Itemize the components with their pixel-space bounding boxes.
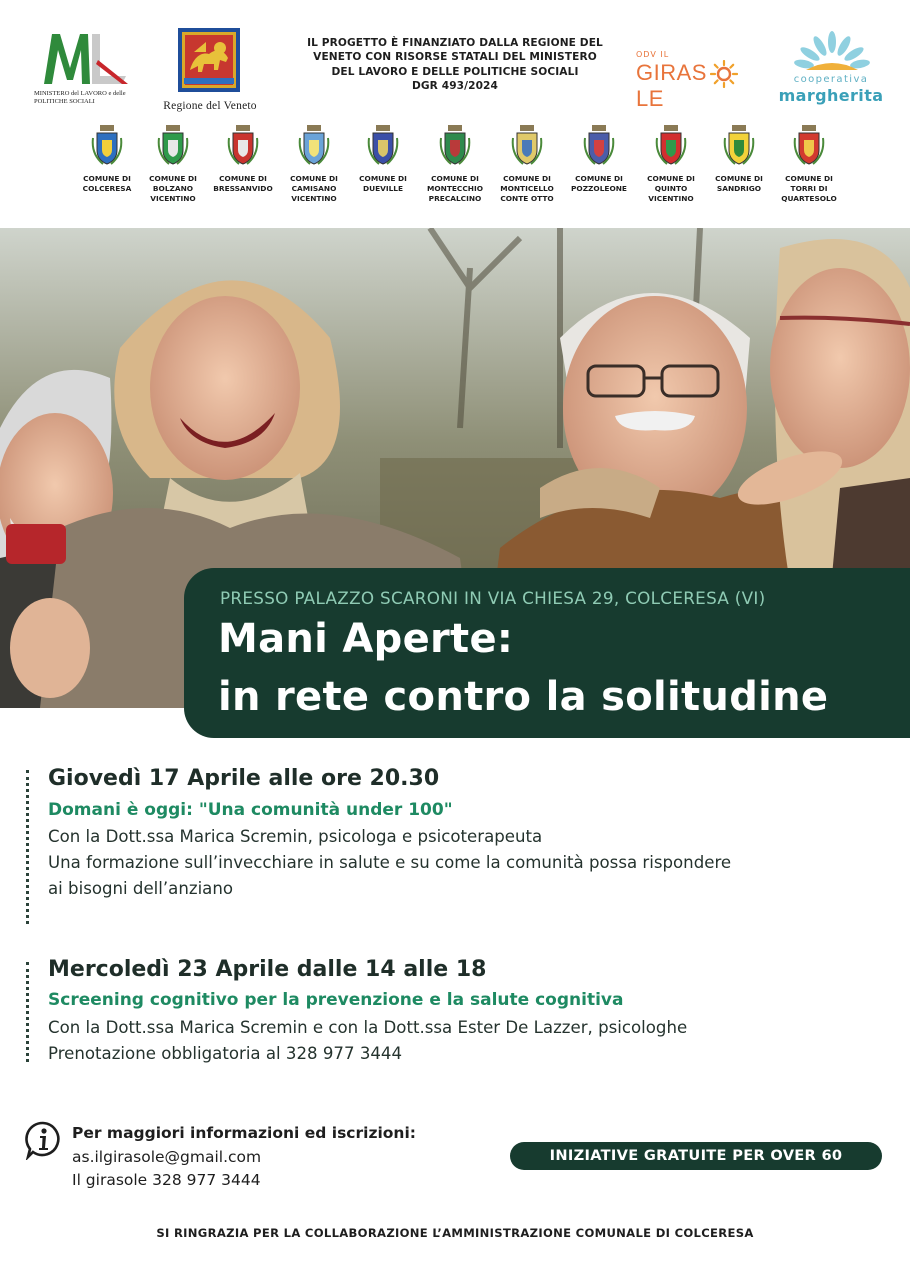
sun-icon <box>710 60 738 88</box>
comune-name-line: CAMISANO <box>291 184 337 193</box>
event-1-description-line: Con la Dott.ssa Marica Scremin, psicologa e psicoterapeuta <box>48 827 543 846</box>
comune-name-line: COMUNE DI <box>575 174 623 183</box>
girasole-logo-big-end: LE <box>636 86 664 111</box>
event-2-description-line: Prenotazione obbligatoria al 328 977 3444 <box>48 1044 403 1063</box>
page-title-line1: Mani Aperte: <box>218 616 514 662</box>
margherita-logo <box>778 30 886 110</box>
girasole-logo-big <box>636 60 758 112</box>
girasole-logo <box>632 46 758 111</box>
coat-of-arms-icon <box>298 124 330 168</box>
comune-name-line: MONTICELLO <box>500 184 554 193</box>
comune-name-line: COMUNE DI <box>290 174 338 183</box>
event-1-description-line: ai bisogni dell’anziano <box>48 879 234 898</box>
daisy-flower-icon <box>792 30 872 74</box>
comune-name <box>72 174 142 194</box>
event-2-description-line: Con la Dott.ssa Marica Scremin e con la Dott.ssa Ester De Lazzer, psicologhe <box>48 1018 688 1037</box>
event-divider <box>26 770 30 924</box>
info-icon <box>24 1120 62 1160</box>
margherita-logo-big: margherita <box>778 86 884 105</box>
comune-name-line: QUARTESOLO <box>781 194 837 203</box>
comune-name-line: COMUNE DI <box>647 174 695 183</box>
regione-veneto-text: Regione del Veneto <box>163 100 257 112</box>
comune-name <box>279 174 349 204</box>
event-1-title: Domani è oggi: "Una comunità under 100" <box>48 800 453 820</box>
comune-name-line: VICENTINO <box>648 194 694 203</box>
event-2-date: Mercoledì 23 Aprile dalle 14 alle 18 <box>48 957 487 982</box>
ministry-ml-mark-icon <box>38 30 130 88</box>
coat-of-arms-icon <box>91 124 123 168</box>
comune-item <box>208 124 278 194</box>
event-location: PRESSO PALAZZO SCARONI IN VIA CHIESA 29, COLCERESA (VI) <box>220 588 766 608</box>
comune-name <box>348 174 418 194</box>
contact-phone[interactable]: Il girasole 328 977 3444 <box>72 1171 261 1189</box>
funding-dgr: DGR 493/2024 <box>411 79 498 92</box>
comune-item <box>492 124 562 204</box>
comune-name <box>420 174 490 204</box>
comune-name-line: COMUNE DI <box>219 174 267 183</box>
coat-of-arms-icon <box>157 124 189 168</box>
comune-item <box>636 124 706 204</box>
regione-veneto-logo <box>148 26 272 116</box>
event-2-title: Screening cognitivo per la prevenzione e la salute cognitiva <box>48 990 624 1010</box>
comune-name-line: SANDRIGO <box>716 184 762 193</box>
contact-email[interactable]: as.ilgirasole@gmail.com <box>72 1148 262 1166</box>
comune-name-line: DUEVILLE <box>362 184 404 193</box>
comune-name-line: TORRI DI <box>790 184 828 193</box>
ministry-logo-text: MINISTERO del LAVORO e delle POLITICHE SOCIALI <box>34 90 126 105</box>
event-1-date: Giovedì 17 Aprile alle ore 20.30 <box>48 766 440 791</box>
comune-name-line: VICENTINO <box>150 194 196 203</box>
info-title: Per maggiori informazioni ed iscrizioni: <box>72 1124 416 1142</box>
coat-of-arms-icon <box>227 124 259 168</box>
comune-name-line: COLCERESA <box>82 184 132 193</box>
lion-of-saint-mark-icon <box>176 26 242 94</box>
girasole-logo-big-start: GIRAS <box>636 60 707 85</box>
comune-name <box>564 174 634 194</box>
comune-item <box>279 124 349 204</box>
event-1-description-line: Una formazione sull’invecchiare in salute e su come la comunità possa rispondere <box>48 853 732 872</box>
comune-name-line: COMUNE DI <box>715 174 763 183</box>
ministry-logo <box>34 30 134 110</box>
coat-of-arms-icon <box>439 124 471 168</box>
comune-name-line: PRECALCINO <box>428 194 482 203</box>
girasole-logo-small: ODV IL <box>636 50 670 59</box>
comune-name-line: POZZOLEONE <box>571 184 627 193</box>
comune-name <box>138 174 208 204</box>
page-title-line2: in rete contro la solitudine <box>218 674 829 720</box>
funding-statement <box>292 36 618 93</box>
event-divider <box>26 962 30 1062</box>
free-initiatives-badge: INIZIATIVE GRATUITE PER OVER 60 <box>510 1142 882 1170</box>
coat-of-arms-icon <box>367 124 399 168</box>
acknowledgement: SI RINGRAZIA PER LA COLLABORAZIONE L’AMMINISTRAZIONE COMUNALE DI COLCERESA <box>156 1226 754 1240</box>
margherita-logo-small: cooperativa <box>793 74 869 85</box>
comune-item <box>774 124 844 204</box>
comune-name <box>208 174 278 194</box>
comune-name-line: CONTE OTTO <box>500 194 554 203</box>
title-banner <box>184 568 910 738</box>
coat-of-arms-icon <box>723 124 755 168</box>
comune-name-line: COMUNE DI <box>359 174 407 183</box>
comune-name-line: BOLZANO <box>152 184 194 193</box>
funding-line: VENETO CON RISORSE STATALI DEL MINISTERO <box>313 51 597 64</box>
comune-item <box>564 124 634 194</box>
funding-line: IL PROGETTO È FINANZIATO DALLA REGIONE DEL <box>307 37 603 49</box>
coat-of-arms-icon <box>511 124 543 168</box>
comune-item <box>72 124 142 194</box>
comune-item <box>138 124 208 204</box>
comune-name-line: QUINTO <box>654 184 688 193</box>
comune-name-line: COMUNE DI <box>83 174 131 183</box>
comune-name <box>636 174 706 204</box>
coat-of-arms-icon <box>793 124 825 168</box>
comune-name-line: COMUNE DI <box>503 174 551 183</box>
comune-item <box>704 124 774 194</box>
funding-line: DEL LAVORO E DELLE POLITICHE SOCIALI <box>331 65 579 78</box>
comune-item <box>348 124 418 194</box>
comune-name-line: BRESSANVIDO <box>213 184 273 193</box>
comune-name-line: COMUNE DI <box>149 174 197 183</box>
comune-name-line: VICENTINO <box>291 194 337 203</box>
comune-name-line: COMUNE DI <box>785 174 833 183</box>
comune-name <box>492 174 562 204</box>
comuni-list <box>72 124 842 214</box>
coat-of-arms-icon <box>655 124 687 168</box>
comune-name-line: COMUNE DI <box>431 174 479 183</box>
comune-name <box>774 174 844 204</box>
comune-name-line: MONTECCHIO <box>427 184 483 193</box>
comune-name <box>704 174 774 194</box>
comune-item <box>420 124 490 204</box>
coat-of-arms-icon <box>583 124 615 168</box>
